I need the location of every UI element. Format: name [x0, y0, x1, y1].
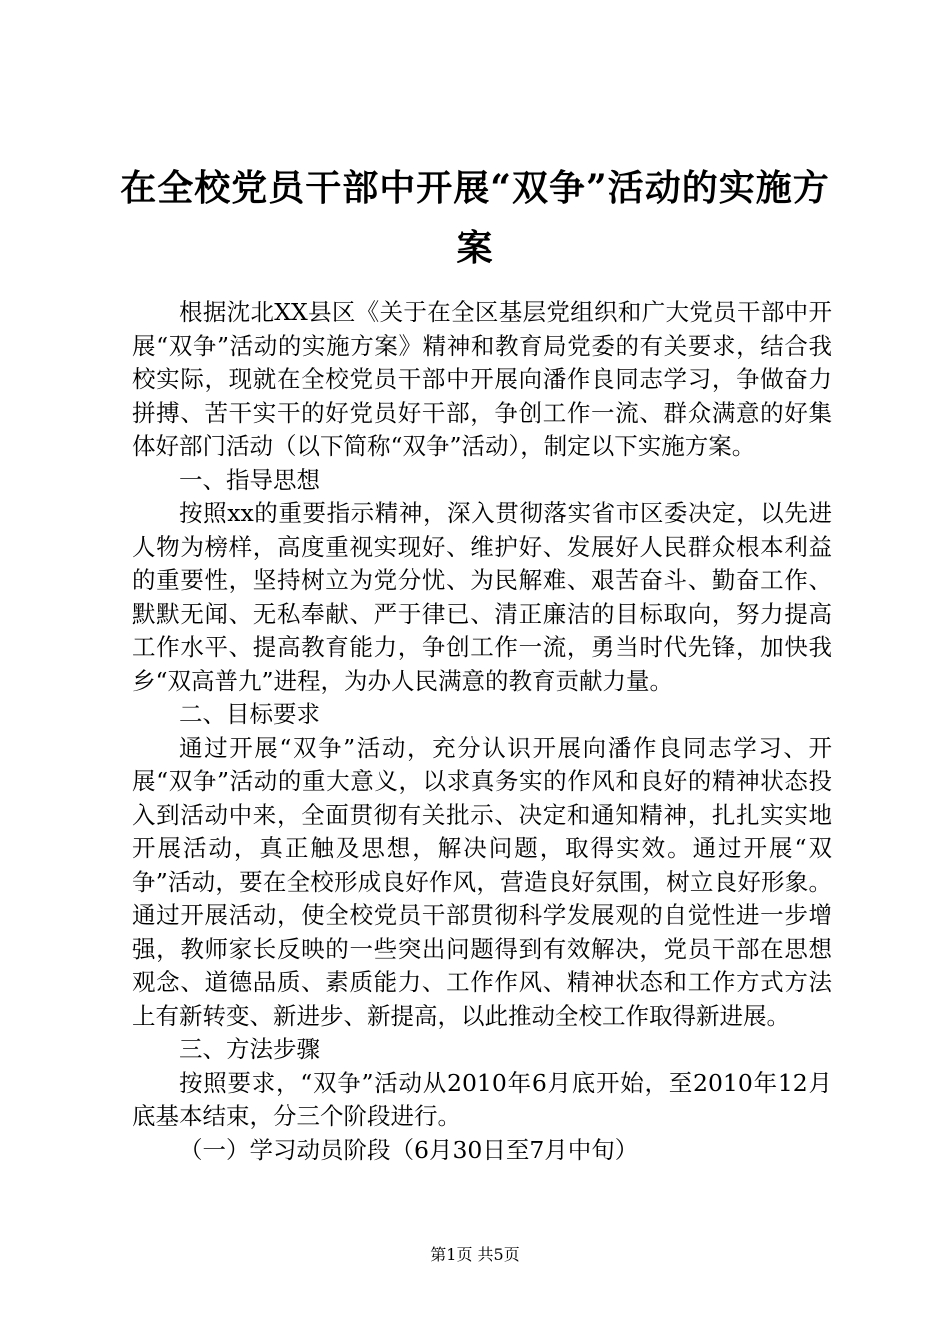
section-heading-goals: 二、目标要求 — [179, 700, 320, 728]
paragraph-guiding-ideology: 按照xx的重要指示精神，深入贯彻落实省市区委决定，以先进人物为榜样，高度重视实现好、维护好、发展好人民群众根本利益的重要性，坚持树立为党分忧、为民解难、艰苦奋斗、勤奋工作、默默无闻、无私奉献、严于律已、清正廉洁的目标取向，努力提高工作水平、提高教育能力，争创工作一流，勇当时代先锋，加快我乡“双高普九”进程，为办人民满意的教育贡献力量。 — [132, 499, 832, 695]
document-body — [132, 296, 832, 1167]
paragraph-intro: 根据沈北XX县区《关于在全区基层党组织和广大党员干部中开展“双争”活动的实施方案》精神和教育局党委的有关要求，结合我校实际，现就在全校党员干部中开展向潘作良同志学习，争做奋力拼搏、苦干实干的好党员好干部，争创工作一流、群众满意的好集体好部门活动（以下简称“双争”活动），制定以下实施方案。 — [132, 298, 832, 460]
paragraph-goals: 通过开展“双争”活动，充分认识开展向潘作良同志学习、开展“双争”活动的重大意义，以求真务实的作风和良好的精神状态投入到活动中来，全面贯彻有关批示、决定和通知精神，扎扎实实地开展活动，真正触及思想，解决问题，取得实效。通过开展“双争”活动，要在全校形成良好作风，营造良好氛围，树立良好形象。通过开展活动，使全校党员干部贯彻科学发展观的自觉性进一步增强，教师家长反映的一些突出问题得到有效解决，党员干部在思想观念、道德品质、素质能力、工作作风、精神状态和工作方式方法上有新转变、新进步、新提高，以此推动全校工作取得新进展。 — [132, 733, 832, 1030]
document-title: 在全校党员干部中开展“双争”活动的实施方案 — [120, 167, 830, 269]
section-heading-guiding-ideology: 一、指导思想 — [179, 465, 320, 494]
subsection-heading-study-phase: （一）学习动员阶段（6月30日至7月中旬） — [179, 1135, 639, 1164]
section-heading-methods: 三、方法步骤 — [179, 1035, 320, 1063]
page-footer: 第1页 共5页 — [430, 1245, 520, 1264]
paragraph-methods: 按照要求，“双争”活动从2010年6月底开始，至2010年12月底基本结束，分三个阶段进行。 — [132, 1068, 832, 1130]
